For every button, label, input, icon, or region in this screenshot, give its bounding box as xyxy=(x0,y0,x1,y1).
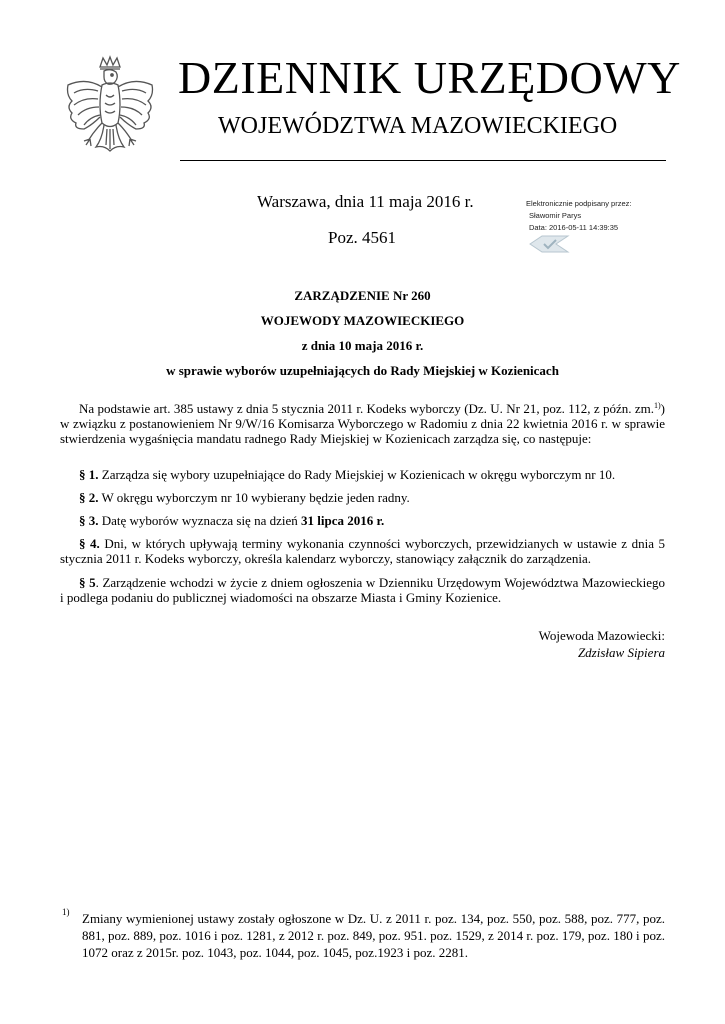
signature-check-icon xyxy=(528,234,570,254)
header-divider xyxy=(180,160,666,161)
paragraph-1-text: Zarządza się wybory uzupełniające do Rady Miejskiej w Kozienicach w okręgu wyborczym nr 10. xyxy=(98,467,616,482)
signer-role: Wojewoda Mazowiecki: xyxy=(538,628,665,643)
act-issuer: WOJEWODY MAZOWIECKIEGO xyxy=(260,313,465,328)
signer-name: Zdzisław Sipiera xyxy=(577,645,665,660)
paragraph-3 xyxy=(60,513,665,528)
paragraph-2-mark: § 2. xyxy=(79,490,99,505)
signature-date: Data: 2016-05-11 14:39:35 xyxy=(529,223,619,232)
paragraph-4-text: Dni, w których upływają terminy wykonania czynności wyborczych, przewidzianych w ustawie z dnia 5 stycznia 2011 r. Kodeks wyborczy, określa kalendarz wyborczy, stanowiący załącznik do zarządzenia. xyxy=(60,536,665,566)
election-date: 31 lipca 2016 r. xyxy=(301,513,385,528)
publication-dateline: Warszawa, dnia 11 maja 2016 r. xyxy=(257,192,474,211)
polish-eagle-emblem-icon xyxy=(62,55,158,167)
signature-signer: Sławomir Parys xyxy=(529,211,582,220)
paragraph-2-text: W okręgu wyborczym nr 10 wybierany będzie jeden radny. xyxy=(98,490,410,505)
paragraph-3-text: Datę wyborów wyznacza się na dzień xyxy=(98,513,301,528)
preamble xyxy=(60,401,665,446)
preamble-text-2: ) w związku z postanowieniem Nr 9/W/16 Komisarza Wyborczego w Radomiu z dnia 22 kwietnia 2016 r. w sprawie stwierdzenia wygaśnięcia mandatu radnego Rady Miejskiej w Kozienicach zarządza się, co następuje: xyxy=(60,401,665,446)
act-type: ZARZĄDZENIE Nr 260 xyxy=(294,288,431,303)
paragraph-4 xyxy=(60,536,665,566)
act-date: z dnia 10 maja 2016 r. xyxy=(301,338,424,353)
paragraph-5 xyxy=(60,575,665,605)
paragraph-5-text: . Zarządzenie wchodzi w życie z dniem ogłoszenia w Dzienniku Urzędowym Województwa Mazowieckiego i podlega podaniu do publicznej wiadomości na obszarze Miasta i Gminy Kozienice. xyxy=(60,575,665,605)
paragraph-2 xyxy=(60,490,665,505)
footnote-mark: 1) xyxy=(62,907,70,917)
act-subject: w sprawie wyborów uzupełniających do Rady Miejskiej w Kozienicach xyxy=(166,363,559,378)
signer-block xyxy=(539,627,665,661)
paragraph-4-mark: § 4. xyxy=(79,536,100,551)
paragraph-1 xyxy=(60,467,665,482)
position-number: Poz. 4561 xyxy=(328,228,396,247)
preamble-text-1: Na podstawie art. 385 ustawy z dnia 5 stycznia 2011 r. Kodeks wyborczy (Dz. U. Nr 21, poz. 112, z późn. zm. xyxy=(79,401,654,416)
journal-subtitle: WOJEWÓDZTWA MAZOWIECKIEGO xyxy=(218,113,618,139)
paragraph-5-mark: § 5 xyxy=(79,575,96,590)
paragraph-1-mark: § 1. xyxy=(79,467,99,482)
signature-label: Elektronicznie podpisany przez: xyxy=(526,199,632,208)
journal-title: DZIENNIK URZĘDOWY xyxy=(178,52,681,103)
footnote-reference: 1) xyxy=(653,401,661,410)
paragraph-3-mark: § 3. xyxy=(79,513,99,528)
electronic-signature-stamp xyxy=(526,198,631,234)
footnote-text: Zmiany wymienionej ustawy zostały ogłoszone w Dz. U. z 2011 r. poz. 134, poz. 550, poz. 588, poz. 777, poz. 881, poz. 889, poz. 1016 i poz. 1281, z 2012 r. poz. 849, poz. 951. poz. 1529, z 2014 r. poz. 179, poz. 180 i poz. 1072 oraz z 2015r. poz. 1043, poz. 1044, poz. 1045, poz.1923 i poz. 2281. xyxy=(82,911,665,960)
